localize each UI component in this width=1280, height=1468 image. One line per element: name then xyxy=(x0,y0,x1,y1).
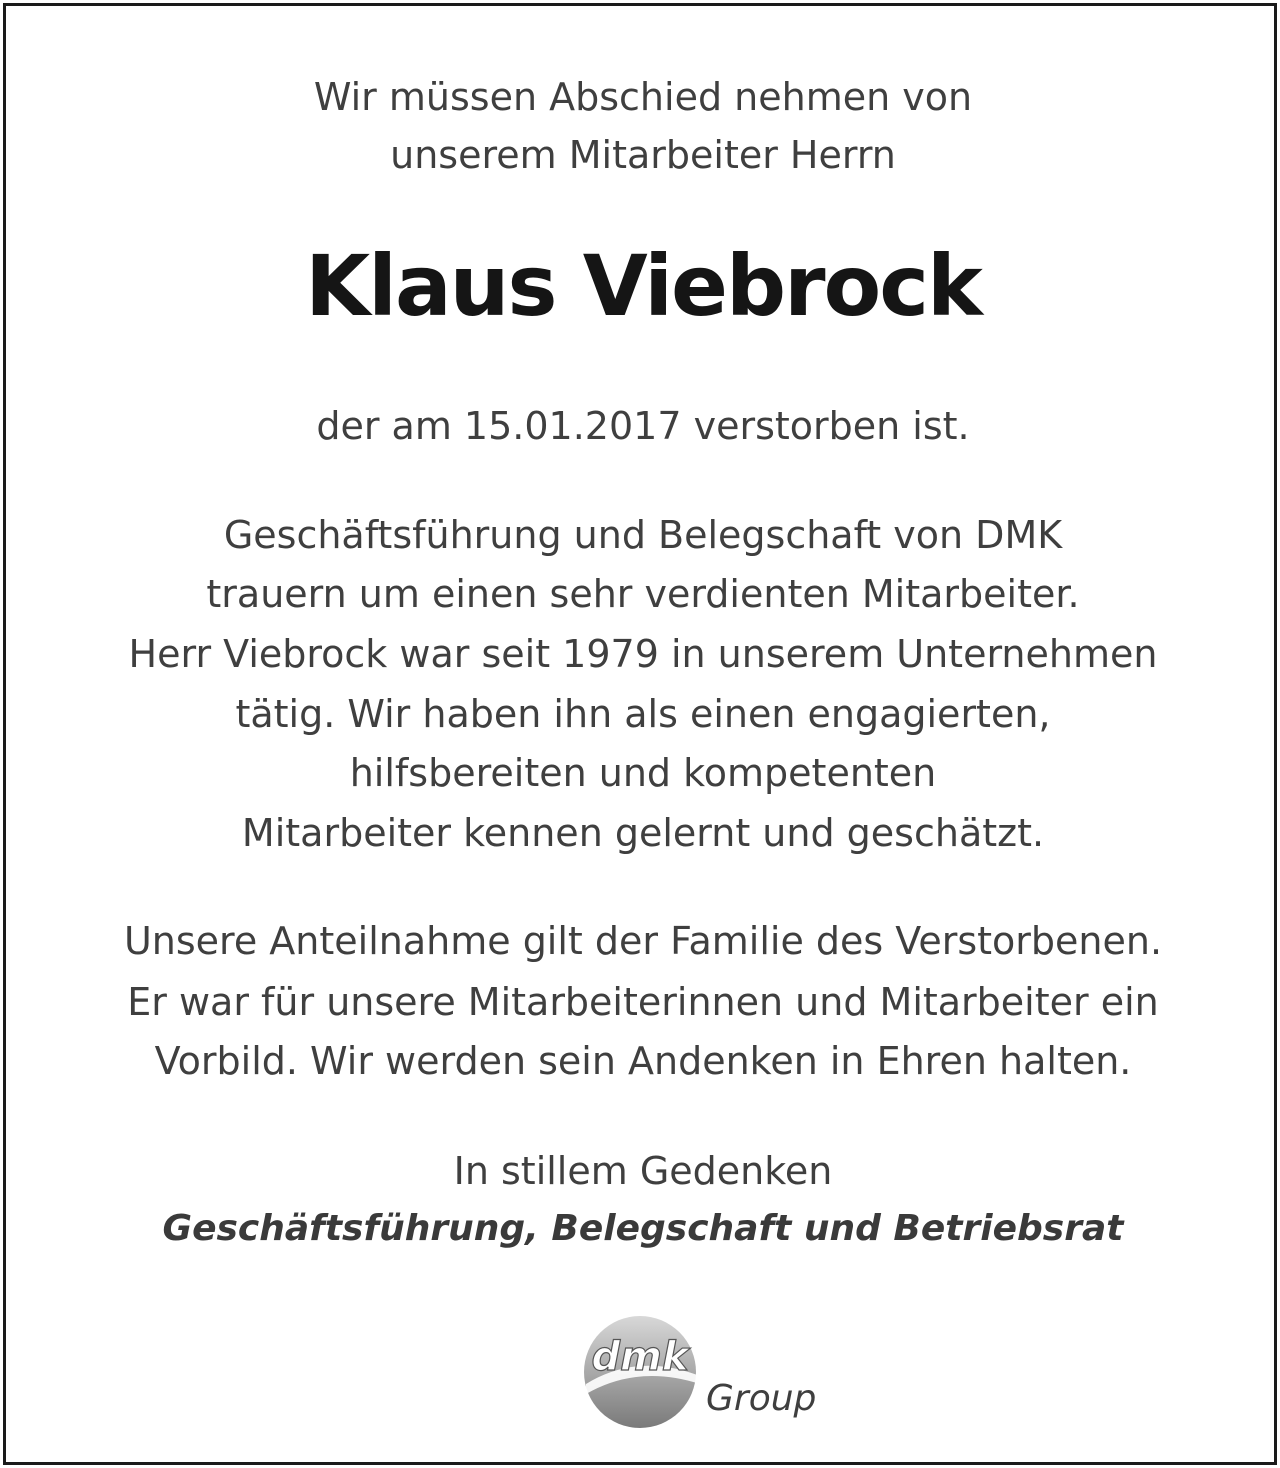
deceased-name: Klaus Viebrock xyxy=(305,237,981,335)
paragraph2-line-3: Vorbild. Wir werden sein Andenken in Ehren halten. xyxy=(154,1039,1132,1083)
paragraph1-line-4: tätig. Wir haben ihn als einen engagierten, xyxy=(235,692,1051,736)
paragraph1-line-3: Herr Viebrock war seit 1979 in unserem Unternehmen xyxy=(128,632,1158,676)
paragraph1-line-1: Geschäftsführung und Belegschaft von DMK xyxy=(223,513,1063,557)
signature: Geschäftsführung, Belegschaft und Betriebsrat xyxy=(162,1208,1124,1249)
logo-mark: dmk xyxy=(591,1334,689,1380)
closing-line: In stillem Gedenken xyxy=(453,1149,833,1193)
death-date-line: der am 15.01.2017 verstorben ist. xyxy=(316,404,970,448)
logo-suffix: Group xyxy=(706,1378,817,1419)
dmk-logo-icon xyxy=(578,1314,838,1434)
paragraph1-line-5: hilfsbereiten und kompetenten xyxy=(349,751,937,795)
paragraph1-line-2: trauern um einen sehr verdienten Mitarbeiter. xyxy=(206,572,1080,616)
obituary-notice xyxy=(3,3,1277,1465)
paragraph1-line-6: Mitarbeiter kennen gelernt und geschätzt. xyxy=(241,811,1045,855)
intro-line-1: Wir müssen Abschied nehmen von xyxy=(313,75,973,119)
paragraph2-line-1: Unsere Anteilnahme gilt der Familie des Verstorbenen. xyxy=(123,919,1163,963)
intro-line-2: unserem Mitarbeiter Herrn xyxy=(390,133,896,177)
paragraph2-line-2: Er war für unsere Mitarbeiterinnen und Mitarbeiter ein xyxy=(127,980,1159,1024)
